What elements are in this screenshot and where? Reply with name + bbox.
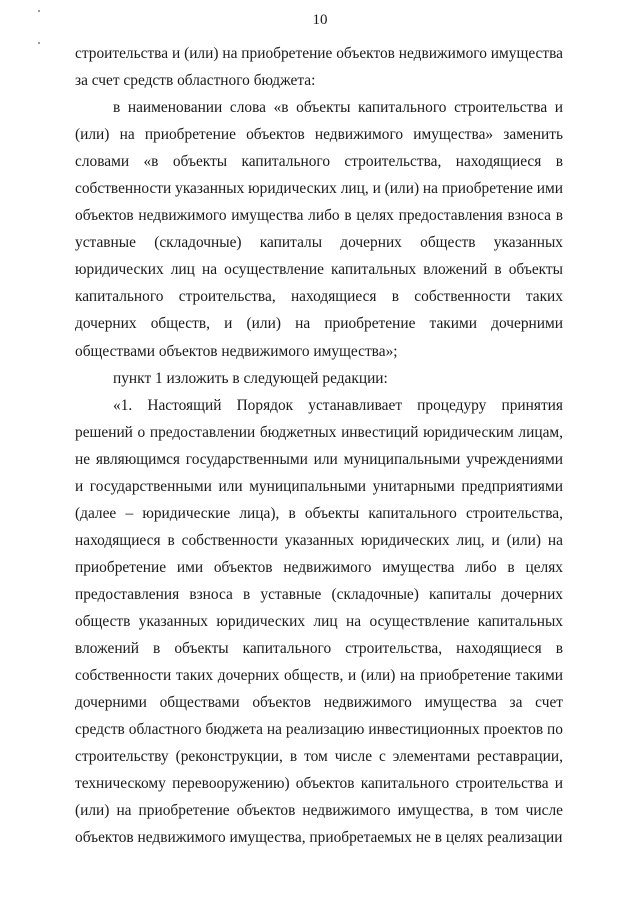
margin-dot [38,42,40,44]
document-body [75,40,563,851]
page-number: 10 [312,12,328,28]
paragraph-amendment-title: в наименовании слова «в объекты капитального строительства и (или) на приобретение объектов недвижимого имущества» заменить словами «в объекты капитального строительства, находящиеся в собственности указанных юридических лиц, и (или) на приобретение ими объектов недвижимого имущества либо в целях предоставления взноса в уставные (складочные) капиталы дочерних обществ указанных юридических лиц на осуществление капитальных вложений в объекты капитального строительства, находящиеся в собственности таких дочерних обществ, и (или) на приобретение такими дочерними обществами объектов недвижимого имущества»; [75,99,563,360]
paragraph-point-intro: пункт 1 изложить в следующей редакции: [113,369,388,387]
paragraph-continuation: строительства и (или) на приобретение объектов недвижимого имущества за счет средств областного бюджета: [75,45,563,90]
paragraph-point-1: «1. Настоящий Порядок устанавливает процедуру принятия решений о предоставлении бюджетных инвестиций юридическим лицам, не являющимся государственными или муниципальными учреждениями и государственными или муниципальными унитарными предприятиями (далее – юридические лица), в объекты капитального строительства, находящиеся в собственности указанных юридических лиц, и (или) на приобретение ими объектов недвижимого имущества либо в целях предоставления взноса в уставные (складочные) капиталы дочерних обществ указанных юридических лиц на осуществление капитальных вложений в объекты капитального строительства, находящиеся в собственности таких дочерних обществ, и (или) на приобретение такими дочерними обществами объектов недвижимого имущества за счет средств областного бюджета на реализацию инвестиционных проектов по строительству (реконструкции, в том числе с элементами реставрации, техническому перевооружению) объектов капитального строительства и (или) на приобретение объектов недвижимого имущества, в том числе объектов недвижимого имущества, приобретаемых не в целях реализации [75,396,563,847]
